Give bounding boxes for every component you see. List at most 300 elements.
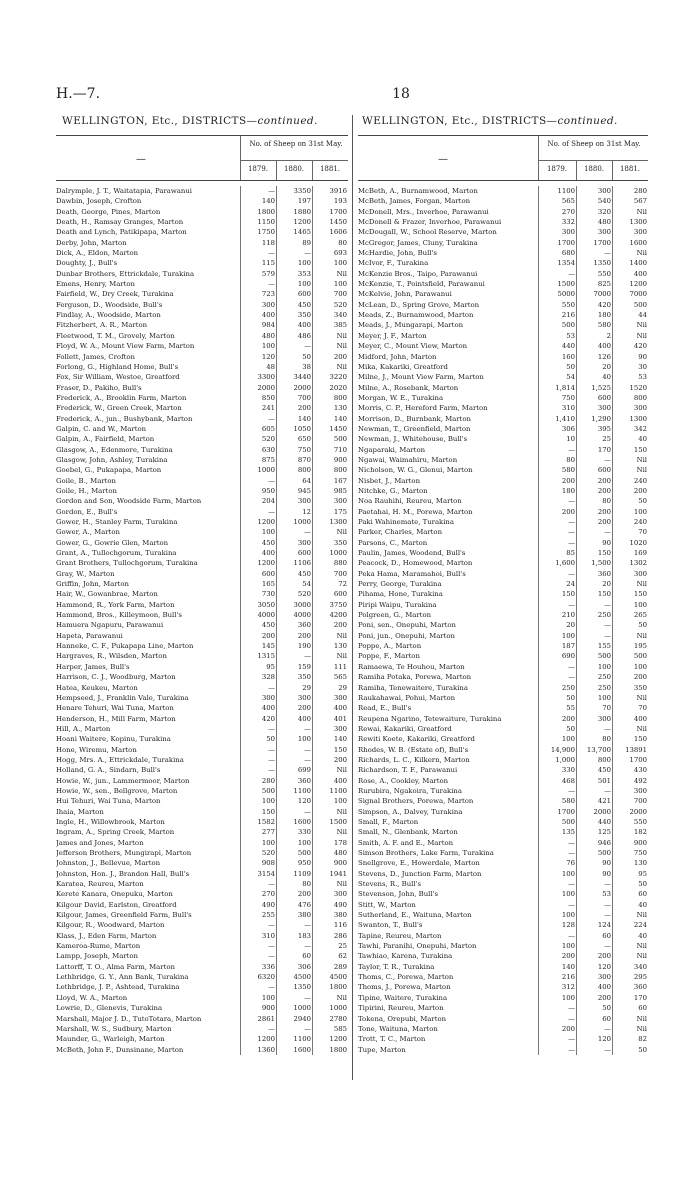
sheep-count-1879: 3300 <box>240 372 276 382</box>
sheep-count-1881: 90 <box>612 352 648 362</box>
sheep-count-1879: 3154 <box>240 869 276 879</box>
sheep-count-1881: 385 <box>312 320 348 330</box>
table-row <box>56 683 348 693</box>
table-row <box>358 745 648 755</box>
table-row <box>358 341 648 351</box>
sheep-count-1881: 111 <box>312 662 348 672</box>
owner-name: Trott, T. C., Marton <box>358 1035 426 1044</box>
sheep-count-1879: — <box>538 672 576 682</box>
owner-name: Newman, T., Greenfield, Marton <box>358 424 471 433</box>
sheep-count-1879: 200 <box>538 476 576 486</box>
owner-name: Stevenson, John, Bull's <box>358 890 438 899</box>
left-col-group-label: No. of Sheep on 31st May. <box>249 140 343 148</box>
sheep-count-1881: 500 <box>312 434 348 444</box>
owner-name: Sutherland, E., Waituna, Marton <box>358 911 472 920</box>
sheep-count-1880: 945 <box>276 486 312 496</box>
sheep-count-1881: 1400 <box>612 258 648 268</box>
sheep-count-1881: Nil <box>612 579 648 589</box>
table-row <box>358 248 648 258</box>
sheep-count-1879: 280 <box>240 776 276 786</box>
sheep-count-1881: 240 <box>612 517 648 527</box>
table-row <box>56 1014 348 1024</box>
table-row <box>56 651 348 661</box>
sheep-count-1879: 210 <box>538 610 576 620</box>
owner-name: Fairfield, W., Dry Creek, Turakina <box>56 290 174 299</box>
table-row <box>56 714 348 724</box>
sheep-count-1881: 700 <box>312 289 348 299</box>
owner-name: Goile, H., Marton <box>56 486 117 495</box>
sheep-count-1880: 1700 <box>576 238 612 248</box>
sheep-count-1879: 440 <box>538 341 576 351</box>
owner-name: Milne, A., Rosebank, Marton <box>358 383 459 392</box>
sheep-count-1880: — <box>276 920 312 930</box>
sheep-count-1880: — <box>276 1024 312 1034</box>
sheep-count-1880: 420 <box>576 300 612 310</box>
sheep-count-1880: 70 <box>576 703 612 713</box>
sheep-count-1881: 492 <box>612 776 648 786</box>
owner-name: Henderson, H., Mill Farm, Marton <box>56 714 176 723</box>
sheep-count-1881: 1450 <box>312 424 348 434</box>
left-sheep-table <box>56 186 348 1055</box>
sheep-count-1881: 95 <box>612 869 648 879</box>
table-row <box>358 186 648 196</box>
sheep-count-1880: 80 <box>576 496 612 506</box>
sheep-count-1879: 5000 <box>538 289 576 299</box>
sheep-count-1881: Nil <box>612 941 648 951</box>
table-row <box>358 651 648 661</box>
sheep-count-1879: — <box>240 476 276 486</box>
sheep-count-1881: 175 <box>312 507 348 517</box>
owner-name: Glasgow, John, Ashley, Turakina <box>56 455 168 464</box>
owner-name: Klass, J., Eden Farm, Marton <box>56 931 157 940</box>
table-row <box>56 445 348 455</box>
table-row <box>358 1003 648 1013</box>
table-row <box>56 258 348 268</box>
sheep-count-1879: 150 <box>240 807 276 817</box>
sheep-count-1880: 140 <box>276 414 312 424</box>
sheep-count-1879: 55 <box>538 703 576 713</box>
sheep-count-1880: 440 <box>576 817 612 827</box>
sheep-count-1880: 197 <box>276 196 312 206</box>
owner-name: Signal Brothers, Porewa, Marton <box>358 797 474 806</box>
table-row <box>358 548 648 558</box>
table-row <box>358 320 648 330</box>
sheep-count-1880: 250 <box>576 610 612 620</box>
table-row <box>56 455 348 465</box>
owner-name: Stitt, W., Marton <box>358 900 416 909</box>
sheep-count-1881: 130 <box>312 641 348 651</box>
table-row <box>56 465 348 475</box>
sheep-count-1880: — <box>576 786 612 796</box>
sheep-count-1881: 4500 <box>312 972 348 982</box>
sheep-count-1881: 3750 <box>312 600 348 610</box>
sheep-count-1881: 3220 <box>312 372 348 382</box>
owner-name: Milne, J., Mount View Farm, Marton <box>358 373 484 382</box>
sheep-count-1879: 277 <box>240 827 276 837</box>
sheep-count-1879: — <box>538 879 576 889</box>
table-row <box>56 600 348 610</box>
sheep-count-1880: 700 <box>276 393 312 403</box>
sheep-count-1880: 90 <box>576 858 612 868</box>
sheep-count-1881: 150 <box>312 745 348 755</box>
owner-name: Stevens, R., Bull's <box>358 880 421 889</box>
owner-name: Meyer, J. F., Marton <box>358 331 427 340</box>
owner-name: Ingram, A., Spring Creek, Marton <box>56 828 175 837</box>
sheep-count-1881: 100 <box>312 796 348 806</box>
owner-name: Perry, George, Turakina <box>358 580 442 589</box>
table-row <box>358 941 648 951</box>
sheep-count-1881: 130 <box>612 858 648 868</box>
sheep-count-1881: 1800 <box>312 982 348 992</box>
sheep-count-1881: 300 <box>612 227 648 237</box>
sheep-count-1879: 306 <box>538 424 576 434</box>
sheep-count-1879: 500 <box>538 320 576 330</box>
sheep-count-1879: 140 <box>240 196 276 206</box>
sheep-count-1879: — <box>538 569 576 579</box>
owner-name: Kerete Kanara, Onepuku, Marton <box>56 890 173 899</box>
owner-name: Midford, John, Marton <box>358 352 437 361</box>
sheep-count-1880: 100 <box>276 838 312 848</box>
table-row <box>358 227 648 237</box>
table-row <box>358 527 648 537</box>
sheep-count-1879: 579 <box>240 269 276 279</box>
owner-name: Richardson, T. F., Parawanui <box>358 766 458 775</box>
owner-name: McDonell, Mrs., Inverhoe, Parawanui <box>358 207 489 216</box>
sheep-count-1881: 70 <box>612 527 648 537</box>
sheep-count-1879: — <box>240 186 276 196</box>
left-column-header: — No. of Sheep on 31st May. 1879. 1880. 1881. <box>56 135 348 181</box>
sheep-count-1880: 580 <box>576 320 612 330</box>
sheep-count-1879: 200 <box>538 507 576 517</box>
table-row <box>358 889 648 899</box>
sheep-count-1881: 53 <box>612 372 648 382</box>
owner-name: Kilgour, R., Woodward, Marton <box>56 921 165 930</box>
sheep-count-1879: 605 <box>240 424 276 434</box>
sheep-count-1880: 501 <box>576 776 612 786</box>
sheep-count-1879: — <box>240 724 276 734</box>
sheep-count-1879: — <box>240 248 276 258</box>
table-row <box>358 269 648 279</box>
sheep-count-1880: 1050 <box>276 424 312 434</box>
sheep-count-1881: 130 <box>312 403 348 413</box>
sheep-count-1881: 2000 <box>612 807 648 817</box>
sheep-count-1881: 342 <box>612 424 648 434</box>
owner-name: Ramiha Potaka, Porewa, Marton <box>358 673 472 682</box>
sheep-count-1879: 875 <box>240 455 276 465</box>
table-row <box>358 517 648 527</box>
left-year-1881: 1881. <box>319 165 341 173</box>
owner-name: Piripi Waipu, Turakina <box>358 600 437 609</box>
owner-name: Doughty, J., Bull's <box>56 259 118 268</box>
sheep-count-1881: 7000 <box>612 289 648 299</box>
sheep-count-1880: 600 <box>576 465 612 475</box>
sheep-count-1879: 1100 <box>538 186 576 196</box>
table-row <box>358 1045 648 1055</box>
sheep-count-1881: 50 <box>612 879 648 889</box>
sheep-count-1880: — <box>276 745 312 755</box>
owner-name: Poppe, F., Marton <box>358 652 420 661</box>
owner-name: Death, H., Ramsay Granges, Marton <box>56 218 184 227</box>
sheep-count-1881: 400 <box>312 703 348 713</box>
sheep-count-1879: 3050 <box>240 600 276 610</box>
sheep-count-1880: 200 <box>276 403 312 413</box>
sheep-count-1880: 125 <box>576 827 612 837</box>
right-col-group-label: No. of Sheep on 31st May. <box>547 140 641 148</box>
table-row <box>358 734 648 744</box>
table-row <box>358 641 648 651</box>
owner-name: Lethbridge, J. P., Ashtead, Turakina <box>56 983 180 992</box>
sheep-count-1879: — <box>538 538 576 548</box>
sheep-count-1880: 500 <box>576 848 612 858</box>
table-row <box>56 869 348 879</box>
owner-name: Hair, W., Gowanbrae, Marton <box>56 590 158 599</box>
owner-name: Read, E., Bull's <box>358 704 412 713</box>
owner-name: Goile, B., Marton <box>56 476 116 485</box>
sheep-count-1881: Nil <box>312 269 348 279</box>
sheep-count-1881: Nil <box>612 320 648 330</box>
sheep-count-1879: 1360 <box>240 1045 276 1055</box>
sheep-count-1881: 200 <box>312 352 348 362</box>
owner-name: Thoms, C., Porewa, Marton <box>358 973 454 982</box>
table-row <box>56 393 348 403</box>
right-column-header: — No. of Sheep on 31st May. 1879. 1880. 1881. <box>358 135 648 181</box>
sheep-count-1879: 1200 <box>240 1034 276 1044</box>
sheep-count-1880: 600 <box>276 289 312 299</box>
table-row <box>56 248 348 258</box>
sheep-count-1881: 29 <box>312 683 348 693</box>
sheep-count-1880: 4000 <box>276 610 312 620</box>
right-year-1879: 1879. <box>546 165 568 173</box>
table-row <box>56 424 348 434</box>
sheep-count-1880: 4500 <box>276 972 312 982</box>
table-row <box>358 196 648 206</box>
sheep-count-1879: 115 <box>240 258 276 268</box>
sheep-count-1879: — <box>538 838 576 848</box>
table-row <box>358 258 648 268</box>
sheep-count-1881: 169 <box>612 548 648 558</box>
sheep-count-1879: 600 <box>240 569 276 579</box>
table-row <box>56 383 348 393</box>
sheep-count-1881: Nil <box>612 331 648 341</box>
sheep-count-1880: 400 <box>276 320 312 330</box>
table-row <box>56 962 348 972</box>
table-row <box>358 807 648 817</box>
sheep-count-1880: 200 <box>276 631 312 641</box>
sheep-count-1880: 1,500 <box>576 558 612 568</box>
sheep-count-1880: — <box>576 620 612 630</box>
owner-name: Forlong, G., Highland Home, Bull's <box>56 362 179 371</box>
sheep-count-1880: 159 <box>276 662 312 672</box>
sheep-count-1881: 82 <box>612 1034 648 1044</box>
sheep-count-1880: — <box>276 341 312 351</box>
table-row <box>358 848 648 858</box>
sheep-count-1880: 53 <box>576 889 612 899</box>
table-row <box>56 1024 348 1034</box>
sheep-count-1881: Nil <box>312 341 348 351</box>
owner-name: Gordon, E., Bull's <box>56 507 118 516</box>
sheep-count-1880: 200 <box>576 507 612 517</box>
sheep-count-1879: 270 <box>240 889 276 899</box>
table-row <box>56 776 348 786</box>
owner-name: Rewiti Koete, Kakariki, Greatford <box>358 735 475 744</box>
sheep-count-1881: 13891 <box>612 745 648 755</box>
table-row <box>56 589 348 599</box>
sheep-count-1881: 1302 <box>612 558 648 568</box>
sheep-count-1880: — <box>276 248 312 258</box>
owner-name: Gower, H., Stanley Farm, Turakina <box>56 518 178 526</box>
table-row <box>358 424 648 434</box>
table-row <box>56 703 348 713</box>
sheep-count-1880: — <box>576 1024 612 1034</box>
sheep-count-1880: 80 <box>576 734 612 744</box>
table-row <box>56 900 348 910</box>
table-row <box>56 434 348 444</box>
sheep-count-1879: 140 <box>538 962 576 972</box>
owner-name: Ngaparaki, Marton <box>358 445 426 454</box>
owner-name: Ihaia, Marton <box>56 807 104 816</box>
sheep-count-1879: 160 <box>538 352 576 362</box>
sheep-count-1879: 200 <box>240 631 276 641</box>
table-row <box>56 910 348 920</box>
table-row <box>56 496 348 506</box>
left-year-1879: 1879. <box>247 165 269 173</box>
owner-name: Gray, W., Marton <box>56 569 115 578</box>
sheep-count-1881: 1000 <box>312 548 348 558</box>
owner-name: Swanton, T., Bull's <box>358 921 423 930</box>
sheep-count-1879: 520 <box>240 434 276 444</box>
sheep-count-1879: 255 <box>240 910 276 920</box>
owner-name: Dawbin, Joseph, Crofton <box>56 197 142 206</box>
owner-name: Lampp, Joseph, Marton <box>56 952 138 961</box>
sheep-count-1879: 50 <box>538 724 576 734</box>
table-row <box>56 476 348 486</box>
table-row <box>358 476 648 486</box>
owner-name: Jefferson Brothers, Mungirapi, Marton <box>56 849 192 857</box>
sheep-count-1881: 1300 <box>612 414 648 424</box>
sheep-count-1879: 216 <box>538 310 576 320</box>
sheep-count-1881: 1700 <box>612 755 648 765</box>
owner-name: Meads, Z., Burnamwood, Marton <box>358 311 474 320</box>
owner-name: Hamuera Ngapuru, Parawanui <box>56 621 164 630</box>
sheep-count-1879: 24 <box>538 579 576 589</box>
owner-name: Pihama, Hone, Turakina <box>358 590 443 599</box>
table-row <box>358 558 648 568</box>
owner-name: Hammond, R., York Farm, Marton <box>56 600 175 609</box>
table-row <box>358 776 648 786</box>
sheep-count-1880: 1,290 <box>576 414 612 424</box>
sheep-count-1881: 567 <box>612 196 648 206</box>
table-row <box>56 527 348 537</box>
table-row <box>56 238 348 248</box>
owner-name: Marshall, Major J. D., TutoTotara, Marton <box>56 1014 202 1023</box>
owner-name: Rose, A., Cookley, Marton <box>358 776 449 785</box>
table-row <box>358 920 648 930</box>
sheep-count-1880: 500 <box>576 651 612 661</box>
sheep-count-1881: 116 <box>312 920 348 930</box>
sheep-count-1880: 50 <box>576 1003 612 1013</box>
sheep-count-1880: 500 <box>276 848 312 858</box>
sheep-count-1880: 170 <box>576 445 612 455</box>
sheep-count-1880: 120 <box>576 962 612 972</box>
sheep-count-1881: 1606 <box>312 227 348 237</box>
sheep-count-1881: 1520 <box>612 383 648 393</box>
sheep-count-1879: — <box>240 982 276 992</box>
sheep-count-1881: 1300 <box>312 517 348 527</box>
table-row <box>56 310 348 320</box>
sheep-count-1880: 353 <box>276 269 312 279</box>
sheep-count-1881: 1000 <box>312 1003 348 1013</box>
table-row <box>56 931 348 941</box>
table-row <box>358 383 648 393</box>
table-row <box>358 1014 648 1024</box>
sheep-count-1880: 600 <box>276 548 312 558</box>
sheep-count-1879: 1,000 <box>538 755 576 765</box>
sheep-count-1880: — <box>576 910 612 920</box>
sheep-count-1880: 2940 <box>276 1014 312 1024</box>
sheep-count-1879: 450 <box>240 538 276 548</box>
owner-name: Paki Wahinemate, Turakina <box>358 518 454 526</box>
owner-name: Nisbet, J., Marton <box>358 476 421 485</box>
sheep-count-1881: 985 <box>312 486 348 496</box>
table-row <box>358 931 648 941</box>
sheep-count-1881: 490 <box>312 900 348 910</box>
table-row <box>358 579 648 589</box>
owner-name: Small, N., Glenbank, Marton <box>358 828 458 837</box>
table-row <box>358 693 648 703</box>
sheep-count-1879: 95 <box>240 662 276 672</box>
sheep-count-1880: 54 <box>276 579 312 589</box>
table-row <box>358 858 648 868</box>
owner-name: Ingle, H., Willowbrook, Marton <box>56 817 165 826</box>
owner-name: Lattorff, T. O., Alma Farm, Marton <box>56 962 175 971</box>
sheep-count-1881: 340 <box>312 310 348 320</box>
table-row <box>56 993 348 1003</box>
sheep-count-1879: — <box>538 517 576 527</box>
sheep-count-1880: 29 <box>276 683 312 693</box>
sheep-count-1880: 1600 <box>276 1045 312 1055</box>
sheep-count-1880: 1000 <box>276 517 312 527</box>
sheep-count-1880: 825 <box>576 279 612 289</box>
owner-name: Rurubira, Ngakoira, Turakina <box>358 786 462 795</box>
table-row <box>56 920 348 930</box>
sheep-count-1881: 1600 <box>612 238 648 248</box>
table-row <box>358 507 648 517</box>
sheep-count-1880: 1200 <box>276 217 312 227</box>
sheep-count-1880: 350 <box>276 672 312 682</box>
sheep-count-1881: 40 <box>612 931 648 941</box>
sheep-count-1879: — <box>240 279 276 289</box>
owner-name: McDonell & Frazer, Inverhoe, Parawanui <box>358 218 502 227</box>
sheep-count-1880: — <box>576 527 612 537</box>
sheep-count-1879: 400 <box>240 548 276 558</box>
owner-name: McBeth, A., Burnamwood, Marton <box>358 187 478 195</box>
table-row <box>56 352 348 362</box>
table-row <box>56 331 348 341</box>
sheep-count-1879: 984 <box>240 320 276 330</box>
sheep-count-1881: Nil <box>312 807 348 817</box>
owner-name: Hone, Wiremu, Marton <box>56 745 137 754</box>
sheep-count-1881: 400 <box>312 776 348 786</box>
table-row <box>358 310 648 320</box>
sheep-count-1879: 50 <box>538 362 576 372</box>
sheep-count-1879: 100 <box>240 796 276 806</box>
owner-name: Grant, A., Tullochgorum, Turakina <box>56 549 177 558</box>
sheep-count-1881: 50 <box>612 496 648 506</box>
sheep-count-1879: 450 <box>240 620 276 630</box>
owner-name: Kilgour, James, Greenfield Farm, Bull's <box>56 911 192 920</box>
table-row <box>358 951 648 961</box>
owner-name: Smith, A. F. and E., Marton <box>358 838 454 847</box>
